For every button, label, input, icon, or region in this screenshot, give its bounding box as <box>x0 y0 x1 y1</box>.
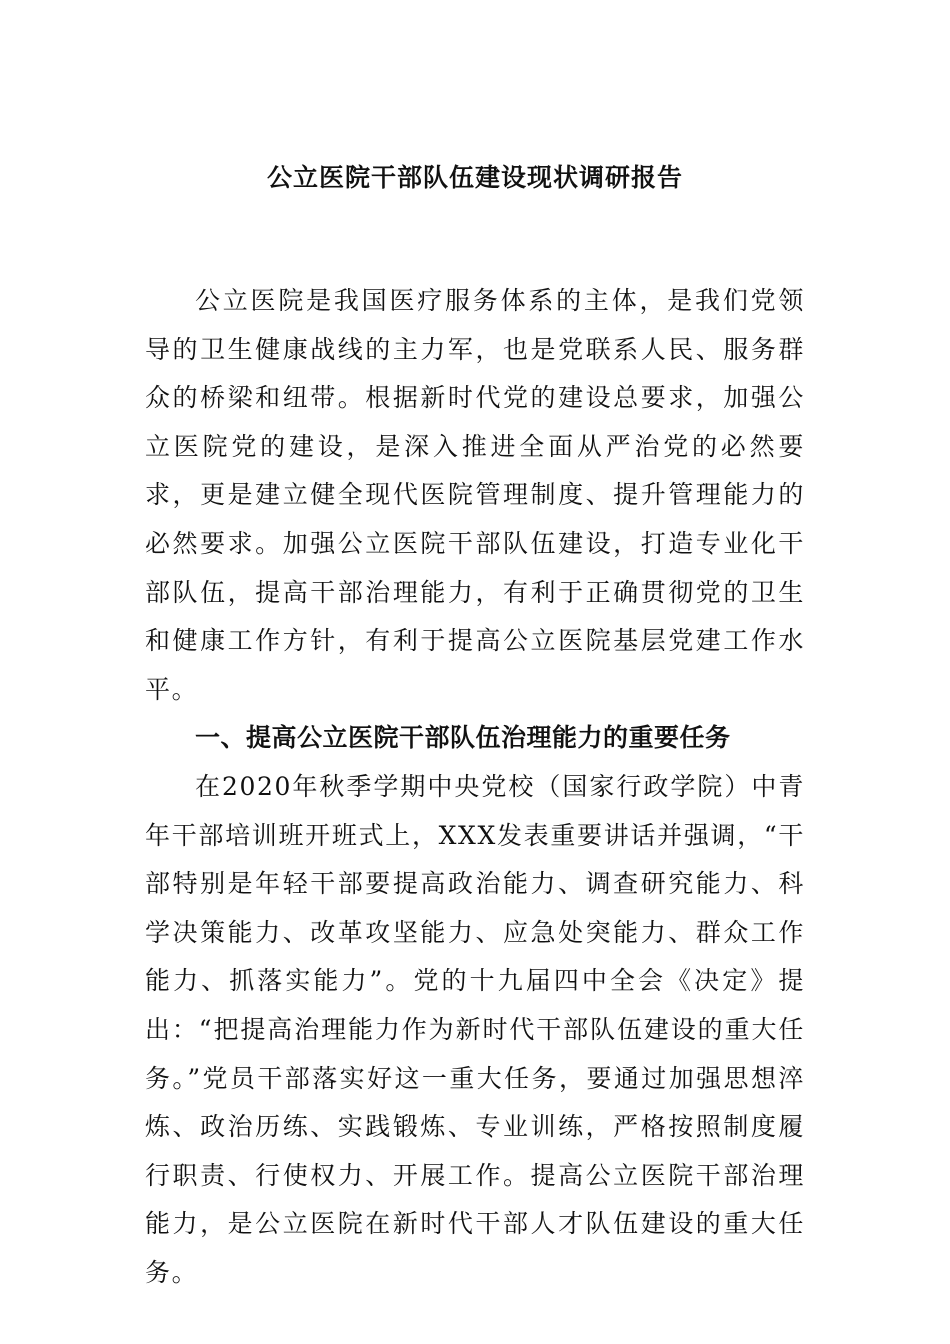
document-body <box>145 277 805 1297</box>
intro-paragraph: 公立医院是我国医疗服务体系的主体，是我们党领导的卫生健康战线的主力军，也是党联系人民、服务群众的桥梁和纽带。根据新时代党的建设总要求，加强公立医院党的建设，是深入推进全面从严治党的必然要求，更是建立健全现代医院管理制度、提升管理能力的必然要求。加强公立医院干部队伍建设，打造专业化干部队伍，提高干部治理能力，有利于正确贯彻党的卫生和健康工作方针，有利于提高公立医院基层党建工作水平。 <box>145 286 805 704</box>
section-heading: 一、提高公立医院干部队伍治理能力的重要任务 <box>195 723 731 753</box>
document-title: 公立医院干部队伍建设现状调研报告 <box>266 163 683 192</box>
section-paragraph: 在2020年秋季学期中央党校（国家行政学院）中青年干部培训班开班式上，XXX发表重要讲话并强调，“干部特别是年轻干部要提高政治能力、调查研究能力、科学决策能力、改革攻坚能力、应急处突能力、群众工作能力、抓落实能力”。党的十九届四中全会《决定》提出：“把提高治理能力作为新时代干部队伍建设的重大任务。”党员干部落实好这一重大任务，要通过加强思想淬炼、政治历练、实践锻炼、专业训练，严格按照制度履行职责、行使权力、开展工作。提高公立医院干部治理能力，是公立医院在新时代干部人才队伍建设的重大任务。 <box>145 771 805 1287</box>
